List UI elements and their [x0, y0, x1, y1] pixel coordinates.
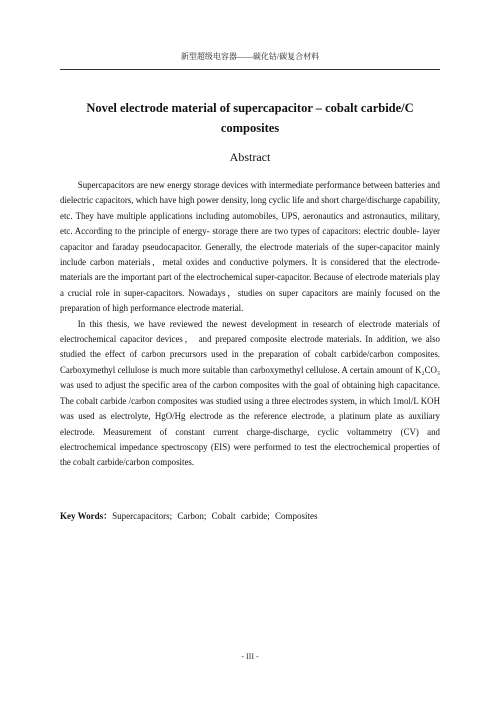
running-header: 新型超级电容器——碳化钴/碳复合材料	[180, 52, 320, 61]
keywords-label: Key Words：	[60, 511, 113, 521]
keywords-line	[60, 509, 440, 522]
header-rule	[60, 69, 440, 70]
keywords-value: Supercapacitors; Carbon; Cobalt carbide; Composites	[112, 511, 318, 521]
document-title: Novel electrode material of supercapacitor – cobalt carbide/C composites	[86, 101, 414, 135]
abstract-heading: Abstract	[229, 150, 271, 164]
abstract-paragraph-1: Supercapacitors are new energy storage devices with intermediate performance between batteries and dielectric capacitors, which have high power density, long cyclic life and short charge/discharge capability, etc. They have multiple applications including automobiles, UPS, aeronautics and astronautics, military, etc. According to the principle of energy- storage there are two types of capacitors: electric double- layer capacitor and faraday pseudocapacitor. Generally, the electrode materials of the super-capacitor mainly include carbon materials，metal oxides and conductive polymers. It is considered that the electrode-materials are the important part of the electrochemical super-capacitor. Because of electrode materials play a crucial role in super-capacitors. Nowadays，studies on super capacitors are mainly focused on the preparation of high performance electrode material.	[60, 180, 440, 314]
abstract-body	[60, 178, 440, 471]
abstract-paragraph-2: In this thesis, we have reviewed the newest development in research of electrode materials of electrochemical capacitor devices， and prepared composite electrode materials. In addition, we also studied the effect of carbon precursors used in the preparation of cobalt carbide/carbon composites. Carboxymethyl cellulose is much more suitable than carboxymethyl cellulose. A certain amount of K₂CO₃ was used to adjust the specific area of the carbon composites with the goal of obtaining high capacitance. The cobalt carbide /carbon composites was studied using a three electrodes system, in which 1mol/L KOH was used as electrolyte, HgO/Hg electrode as the reference electrode, a platinum plate as auxiliary electrode. Measurement of constant current charge-discharge, cyclic voltammetry (CV) and electrochemical impedance spectroscopy (EIS) were performed to test the electrochemical properties of the cobalt carbide/carbon composites.	[60, 318, 440, 468]
page-number: - III -	[241, 652, 259, 661]
